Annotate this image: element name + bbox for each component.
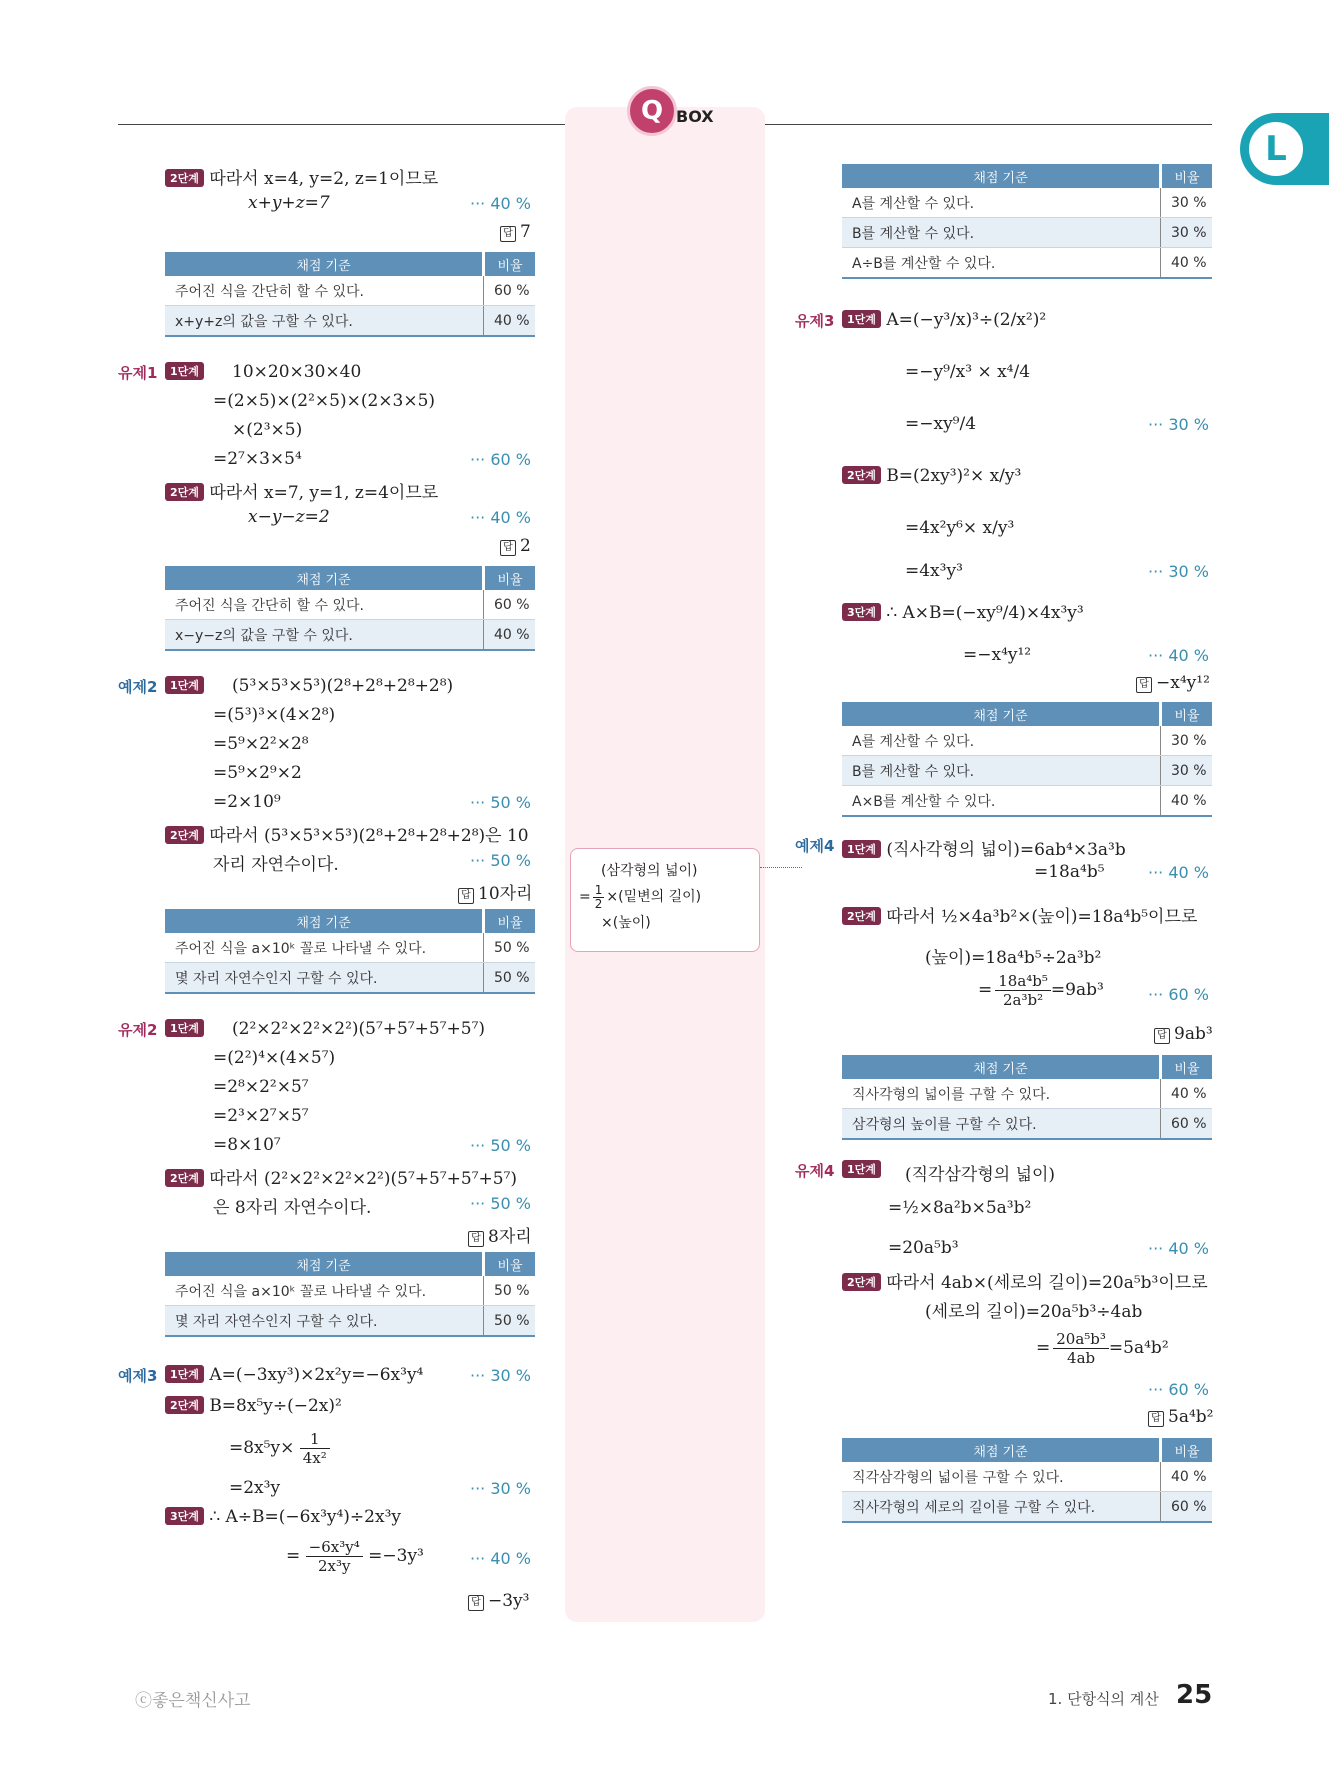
- problem-label: 유제4: [795, 1162, 835, 1180]
- ratio: 60 %: [484, 590, 536, 620]
- ratio-header: 비율: [484, 566, 536, 590]
- solution-text: =: [286, 1546, 301, 1566]
- solution-text: =2⁷×3×5⁴: [213, 449, 302, 469]
- solution-text: 따라서 4ab×(세로의 길이)=20a⁵b³이므로: [886, 1273, 1208, 1293]
- ratio-header: 비율: [1161, 1438, 1213, 1462]
- criterion: A를 계산할 수 있다.: [842, 726, 1161, 756]
- ratio-header: 비율: [1161, 164, 1213, 188]
- step-badge: 2단계: [165, 169, 204, 187]
- solution-text: =20a⁵b³: [888, 1238, 959, 1258]
- solution-text: ×(2³×5): [232, 420, 303, 440]
- step-line: [842, 1268, 1208, 1293]
- ratio: 40 %: [484, 620, 536, 651]
- ratio: 30 %: [1161, 726, 1213, 756]
- answer-value: 10자리: [478, 884, 533, 904]
- solution-text: =2³×2⁷×5⁷: [213, 1106, 309, 1126]
- step-line: [165, 1396, 342, 1416]
- ratio-header: 비율: [484, 909, 536, 933]
- ratio: 50 %: [484, 933, 536, 963]
- grading-header: 채점 기준: [165, 909, 484, 933]
- percent-mark: ··· 30 %: [1148, 415, 1209, 434]
- grading-header: 채점 기준: [842, 1438, 1161, 1462]
- solution-text: (세로의 길이)=20a⁵b³÷4ab: [925, 1302, 1143, 1322]
- solution-text: A=(−3xy³)×2x²y=−6x³y⁴: [209, 1365, 424, 1385]
- answer: [1148, 1407, 1213, 1427]
- note-text: =: [579, 889, 591, 905]
- solution-text: B=(2xy³)²× x/y³: [886, 466, 1022, 486]
- step-line: [842, 310, 1046, 330]
- grading-table: [842, 1438, 1212, 1523]
- grading-table: [165, 1252, 535, 1337]
- problem-label: 유제1: [118, 364, 158, 382]
- answer-value: 2: [520, 536, 531, 556]
- solution-text: =8×10⁷: [213, 1135, 281, 1155]
- solution-text: =−xy⁹/4: [905, 414, 977, 434]
- criterion: A×B를 계산할 수 있다.: [842, 786, 1161, 817]
- fraction-line: = $\frac{\text{20a⁵b³}}{4ab}$ =5a⁴b²: [1036, 1330, 1169, 1367]
- ratio: 60 %: [484, 276, 536, 306]
- answer-value: −3y³: [488, 1591, 530, 1611]
- solution-text: (5³×5³×5³)(2⁸+2⁸+2⁸+2⁸): [232, 676, 454, 696]
- step-badge: 1단계: [842, 1160, 881, 1178]
- solution-text: ∴ A×B=(−xy⁹/4)×4x³y³: [886, 603, 1084, 623]
- solution-text: 자리 자연수이다.: [213, 855, 339, 875]
- percent-mark: ··· 30 %: [470, 1366, 531, 1385]
- criterion: 주어진 식을 간단히 할 수 있다.: [165, 276, 484, 306]
- answer: [1136, 673, 1210, 693]
- problem-label: 예제3: [118, 1367, 158, 1385]
- step-badge: 2단계: [165, 826, 204, 844]
- criterion: 직사각형의 넓이를 구할 수 있다.: [842, 1079, 1161, 1109]
- numerator: 18a⁴b⁵: [995, 972, 1051, 991]
- numerator: 1: [594, 882, 603, 897]
- solution-text: 10×20×30×40: [232, 362, 362, 382]
- denominator: 2: [594, 896, 603, 911]
- answer-value: 9ab³: [1174, 1024, 1213, 1044]
- triangle-area-note: [570, 848, 760, 952]
- step-line: [842, 902, 1197, 927]
- solution-text: (직각삼각형의 넓이): [905, 1165, 1056, 1185]
- criterion: A÷B를 계산할 수 있다.: [842, 248, 1161, 279]
- ratio: 40 %: [484, 306, 536, 337]
- ratio: 40 %: [1161, 1079, 1213, 1109]
- copyright: ⓒ좋은책신사고: [135, 1691, 251, 1711]
- criterion: 몇 자리 자연수인지 구할 수 있다.: [165, 1306, 484, 1337]
- solution-text: =½×8a²b×5a³b²: [888, 1198, 1032, 1218]
- top-rule-left: [118, 124, 566, 125]
- step-line: [842, 603, 1084, 623]
- solution-text: B=8x⁵y÷(−2x)²: [209, 1396, 342, 1416]
- solution-text: =−x⁴y¹²: [963, 645, 1032, 665]
- ratio: 50 %: [484, 1276, 536, 1306]
- solution-text: =2x³y: [229, 1478, 281, 1498]
- ratio-header: 비율: [484, 1252, 536, 1276]
- percent-mark: ··· 50 %: [470, 793, 531, 812]
- ratio: 30 %: [1161, 218, 1213, 248]
- step-badge: 1단계: [842, 310, 881, 328]
- ratio: 60 %: [1161, 1109, 1213, 1140]
- numerator: 20a⁵b³: [1053, 1330, 1109, 1349]
- grading-header: 채점 기준: [842, 1055, 1161, 1079]
- box-label: BOX: [676, 107, 714, 126]
- answer-icon: 답: [1136, 677, 1152, 693]
- percent-mark: ··· 40 %: [470, 194, 531, 213]
- denominator: 2a³b²: [1003, 991, 1044, 1009]
- solution-text: (2²×2²×2²×2²)(5⁷+5⁷+5⁷+5⁷): [232, 1019, 486, 1039]
- grading-table: [165, 909, 535, 994]
- solution-text: 따라서 (5³×5³×5³)(2⁸+2⁸+2⁸+2⁸)은 10: [209, 826, 529, 846]
- grading-header: 채점 기준: [165, 1252, 484, 1276]
- step-badge: 1단계: [842, 840, 881, 858]
- problem-label: 예제2: [118, 678, 158, 696]
- page-number: 25: [1176, 1680, 1213, 1710]
- grading-table: [165, 566, 535, 651]
- step-badge: 1단계: [165, 676, 204, 694]
- step-badge: 2단계: [842, 466, 881, 484]
- solution-text: 따라서 ½×4a³b²×(높이)=18a⁴b⁵이므로: [886, 907, 1198, 927]
- step-line: [165, 1019, 204, 1039]
- solution-text: =4x³y³: [905, 561, 963, 581]
- step-badge: 3단계: [165, 1507, 204, 1525]
- ratio-header: 비율: [484, 252, 536, 276]
- connector-line: [760, 867, 802, 868]
- top-rule-right: [764, 124, 1212, 125]
- problem-label: 유제2: [118, 1021, 158, 1039]
- percent-mark: ··· 40 %: [1148, 863, 1209, 882]
- step-line: [165, 821, 529, 846]
- solution-text: 은 8자리 자연수이다.: [213, 1198, 372, 1218]
- step-badge: 2단계: [165, 1396, 204, 1414]
- solution-text: =(2×5)×(2²×5)×(2×3×5): [213, 391, 436, 411]
- step-line: [165, 1164, 517, 1189]
- percent-mark: ··· 40 %: [1148, 646, 1209, 665]
- grading-header: 채점 기준: [165, 566, 484, 590]
- percent-mark: ··· 40 %: [1148, 1239, 1209, 1258]
- solution-text: =4x²y⁶× x/y³: [905, 518, 1015, 538]
- answer-icon: 답: [468, 1595, 484, 1611]
- answer: [458, 879, 532, 904]
- step-line: [842, 466, 1021, 486]
- criterion: A를 계산할 수 있다.: [842, 188, 1161, 218]
- solution-text: =18a⁴b⁵: [1034, 862, 1105, 882]
- answer-icon: 답: [468, 1231, 484, 1247]
- ratio: 40 %: [1161, 248, 1213, 279]
- note-line: ×(높이): [601, 915, 651, 931]
- answer: [1154, 1024, 1213, 1044]
- step-line: [842, 1160, 881, 1180]
- percent-mark: ··· 50 %: [470, 1136, 531, 1155]
- answer-value: 8자리: [488, 1227, 532, 1247]
- step-line: [165, 362, 204, 382]
- solution-text: =5a⁴b²: [1108, 1338, 1169, 1358]
- q-box-icon: Q: [627, 86, 677, 136]
- criterion: x−y−z의 값을 구할 수 있다.: [165, 620, 484, 651]
- step-badge: 1단계: [165, 362, 204, 380]
- solution-text: 따라서 (2²×2²×2²×2²)(5⁷+5⁷+5⁷+5⁷): [209, 1169, 518, 1189]
- ratio: 40 %: [1161, 786, 1213, 817]
- step-line: [165, 1365, 423, 1385]
- answer: [500, 536, 531, 556]
- solution-text: =−3y³: [368, 1546, 424, 1566]
- fraction-line: = $\frac{\text{18a⁴b⁵}}{\text{2a³b²}}$ =9ab³: [978, 972, 1104, 1009]
- grading-header: 채점 기준: [842, 164, 1161, 188]
- criterion: 주어진 식을 a×10ᵏ 꼴로 나타낼 수 있다.: [165, 933, 484, 963]
- solution-text: =(2²)⁴×(4×5⁷): [213, 1048, 336, 1068]
- answer-value: −x⁴y¹²: [1156, 673, 1210, 693]
- answer: [468, 1222, 532, 1247]
- solution-text: (높이)=18a⁴b⁵÷2a³b²: [925, 948, 1102, 968]
- ratio-header: 비율: [1161, 702, 1213, 726]
- criterion: 주어진 식을 간단히 할 수 있다.: [165, 590, 484, 620]
- solution-text: 따라서 x=7, y=1, z=4이므로: [209, 483, 439, 503]
- answer-icon: 답: [500, 226, 516, 242]
- solution-text: =5⁹×2²×2⁸: [213, 734, 309, 754]
- solution-text: =9ab³: [1050, 980, 1104, 1000]
- criterion: 삼각형의 높이를 구할 수 있다.: [842, 1109, 1161, 1140]
- percent-mark: ··· 40 %: [470, 508, 531, 527]
- step-badge: 2단계: [165, 1169, 204, 1187]
- note-line: (삼각형의 넓이): [601, 863, 698, 879]
- numerator: −6x³y⁴: [306, 1538, 363, 1557]
- answer-icon: 답: [1148, 1411, 1164, 1427]
- problem-label: 유제3: [795, 312, 835, 330]
- ratio: 50 %: [484, 1306, 536, 1337]
- criterion: 몇 자리 자연수인지 구할 수 있다.: [165, 963, 484, 994]
- answer: [468, 1591, 529, 1611]
- percent-mark: ··· 60 %: [1148, 1380, 1209, 1399]
- percent-mark: ··· 40 %: [470, 1549, 531, 1568]
- criterion: B를 계산할 수 있다.: [842, 756, 1161, 786]
- answer-value: 5a⁴b²: [1168, 1407, 1214, 1427]
- ratio: 40 %: [1161, 1462, 1213, 1492]
- ratio-header: 비율: [1161, 1055, 1213, 1079]
- answer-icon: 답: [500, 540, 516, 556]
- solution-text: =5⁹×2⁹×2: [213, 763, 302, 783]
- criterion: x+y+z의 값을 구할 수 있다.: [165, 306, 484, 337]
- percent-mark: ··· 30 %: [1148, 562, 1209, 581]
- step-badge: 2단계: [842, 1273, 881, 1291]
- side-badge-letter: L: [1265, 129, 1287, 169]
- numerator: 1: [300, 1430, 330, 1449]
- denominator: 4x²: [302, 1449, 327, 1467]
- solution-text: =8x⁵y×: [229, 1438, 295, 1458]
- criterion: 직각삼각형의 넓이를 구할 수 있다.: [842, 1462, 1161, 1492]
- criterion: 직사각형의 세로의 길이를 구할 수 있다.: [842, 1492, 1161, 1523]
- step-badge: 1단계: [165, 1365, 204, 1383]
- step-line: [165, 478, 438, 503]
- grading-table: [842, 1055, 1212, 1140]
- fraction-line: [229, 1430, 330, 1467]
- solution-text: A=(−y³/x)³÷(2/x²)²: [886, 310, 1047, 330]
- step-line: [165, 1507, 401, 1527]
- step-line: [165, 676, 204, 696]
- criterion: B를 계산할 수 있다.: [842, 218, 1161, 248]
- problem-label: 예제4: [795, 837, 835, 855]
- step-line: [842, 835, 1126, 860]
- solution-text: 따라서 x=4, y=2, z=1이므로: [209, 169, 439, 189]
- solution-text: =−y⁹/x³ × x⁴/4: [905, 362, 1031, 382]
- solution-text: =(5³)³×(4×2⁸): [213, 705, 336, 725]
- fraction-line: [286, 1538, 424, 1575]
- criterion: 주어진 식을 a×10ᵏ 꼴로 나타낼 수 있다.: [165, 1276, 484, 1306]
- solution-text: x−y−z=2: [248, 507, 330, 527]
- solution-text: =2×10⁹: [213, 792, 281, 812]
- denominator: 4ab: [1067, 1349, 1096, 1367]
- percent-mark: ··· 60 %: [1148, 985, 1209, 1004]
- ratio: 30 %: [1161, 188, 1213, 218]
- ratio: 30 %: [1161, 756, 1213, 786]
- answer-icon: 답: [1154, 1028, 1170, 1044]
- note-line: [579, 883, 751, 911]
- grading-header: 채점 기준: [165, 252, 484, 276]
- answer-value: 7: [520, 222, 531, 242]
- answer-icon: 답: [458, 888, 474, 904]
- answer: [500, 222, 531, 242]
- solution-text: =2⁸×2²×5⁷: [213, 1077, 309, 1097]
- solution-text: (직사각형의 넓이)=6ab⁴×3a³b: [886, 840, 1126, 860]
- ratio: 60 %: [1161, 1492, 1213, 1523]
- grading-table: [165, 252, 535, 337]
- step-badge: 2단계: [842, 907, 881, 925]
- grading-table: [842, 702, 1212, 817]
- percent-mark: ··· 50 %: [470, 1194, 531, 1213]
- step-line: [165, 164, 438, 189]
- ratio: 50 %: [484, 963, 536, 994]
- percent-mark: ··· 60 %: [470, 450, 531, 469]
- step-badge: 1단계: [165, 1019, 204, 1037]
- grading-header: 채점 기준: [842, 702, 1161, 726]
- step-badge: 3단계: [842, 603, 881, 621]
- denominator: 2x³y: [317, 1557, 351, 1575]
- solution-text: ∴ A÷B=(−6x³y⁴)÷2x³y: [209, 1507, 402, 1527]
- side-badge: [1240, 113, 1329, 185]
- percent-mark: ··· 50 %: [470, 851, 531, 870]
- note-text: ×(밑변의 길이): [606, 889, 702, 905]
- step-badge: 2단계: [165, 483, 204, 501]
- grading-table: [842, 164, 1212, 279]
- chapter-title: 1. 단항식의 계산: [1048, 1690, 1159, 1708]
- percent-mark: ··· 30 %: [470, 1479, 531, 1498]
- solution-text: x+y+z=7: [248, 193, 330, 213]
